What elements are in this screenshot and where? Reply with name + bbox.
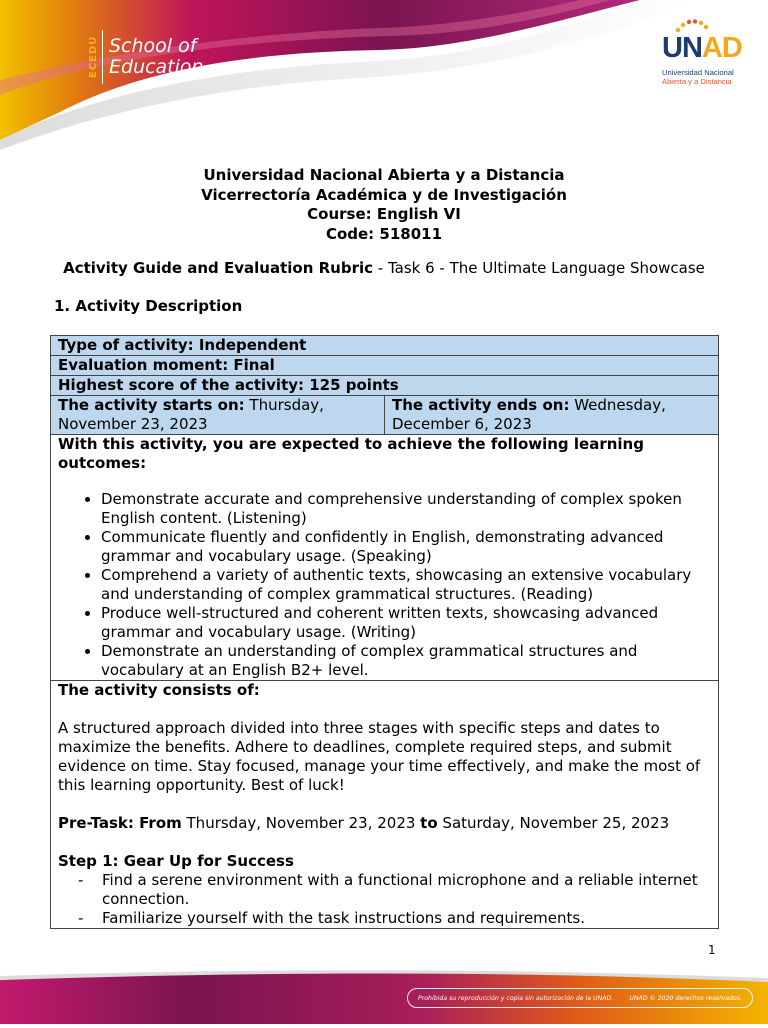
list-item: • Produce well-structured and coherent written texts, showcasing advanced grammar and vocabulary usage. (Writing) — [101, 604, 718, 642]
activity-table — [50, 335, 719, 929]
footer-copyright-bar — [407, 988, 753, 1008]
unad-tagline-2: Abierta y a Distancia — [662, 77, 732, 86]
course-name: Course: English VI — [307, 205, 461, 223]
list-item: • Demonstrate an understanding of complex grammatical structures and vocabulary at an English B2+ level. — [101, 642, 718, 680]
unad-logo — [658, 18, 758, 88]
evaluation-moment: Evaluation moment: Final — [51, 356, 719, 376]
page-number: 1 — [708, 943, 716, 957]
activity-type: Type of activity: Independent — [51, 336, 719, 356]
start-date: The activity starts on: Thursday, November 23, 2023 — [51, 396, 385, 435]
unad-tagline-1: Universidad Nacional — [662, 68, 734, 77]
list-item: • Comprehend a variety of authentic texts, showcasing an extensive vocabulary and understanding of complex grammatical structures. (Reading) — [101, 566, 718, 604]
document-titles — [0, 166, 768, 244]
consists-title: The activity consists of: — [58, 681, 260, 699]
guide-title: Activity Guide and Evaluation Rubric - Task 6 - The Ultimate Language Showcase — [63, 259, 705, 277]
step1-title: Step 1: Gear Up for Success — [58, 852, 294, 870]
list-item: - Familiarize yourself with the task instructions and requirements. — [78, 909, 718, 928]
outcomes-list — [58, 490, 718, 680]
end-date: The activity ends on: Wednesday, December 6, 2023 — [385, 396, 719, 435]
footer-left-text: Prohibida su reproducción y copia sin autorización de la UNAD. — [418, 994, 614, 1002]
learning-outcomes-cell — [51, 435, 719, 681]
highest-score: Highest score of the activity: 125 points — [51, 376, 719, 396]
university-name: Universidad Nacional Abierta y a Distancia — [203, 166, 565, 184]
list-item: • Demonstrate accurate and comprehensive understanding of complex spoken English content. (Listening) — [101, 490, 718, 528]
header-banner — [0, 0, 768, 150]
school-name: School of Education — [109, 35, 204, 78]
list-item: • Communicate fluently and confidently in English, demonstrating advanced grammar and vocabulary usage. (Speaking) — [101, 528, 718, 566]
step1-list — [58, 871, 718, 928]
school-of-education-logo — [88, 30, 204, 84]
vice-rectory: Vicerrectoría Académica y de Investigación — [201, 185, 567, 204]
outcomes-intro: With this activity, you are expected to achieve the following learning outcomes: — [58, 435, 644, 472]
activity-consists-cell — [51, 681, 719, 929]
consists-text: A structured approach divided into three stages with specific steps and dates to maximize the benefits. Adhere to deadlines, complete required steps, and submit evidence on time. Stay focused, manage your time effectively, and make the most of this learning opportunity. Best of luck! — [58, 719, 701, 794]
pretask-dates: Pre-Task: From Thursday, November 23, 2023 to Saturday, November 25, 2023 — [58, 814, 670, 832]
unad-wordmark: UNAD — [662, 32, 742, 64]
footer-right-text: UNAD © 2020 derechos reservados. — [629, 994, 742, 1002]
list-item: - Find a serene environment with a functional microphone and a reliable internet connection. — [78, 871, 718, 909]
course-code: Code: 518011 — [325, 224, 443, 243]
section-heading: 1. Activity Description — [54, 297, 243, 315]
ecedu-label: ECEDU — [88, 30, 103, 84]
